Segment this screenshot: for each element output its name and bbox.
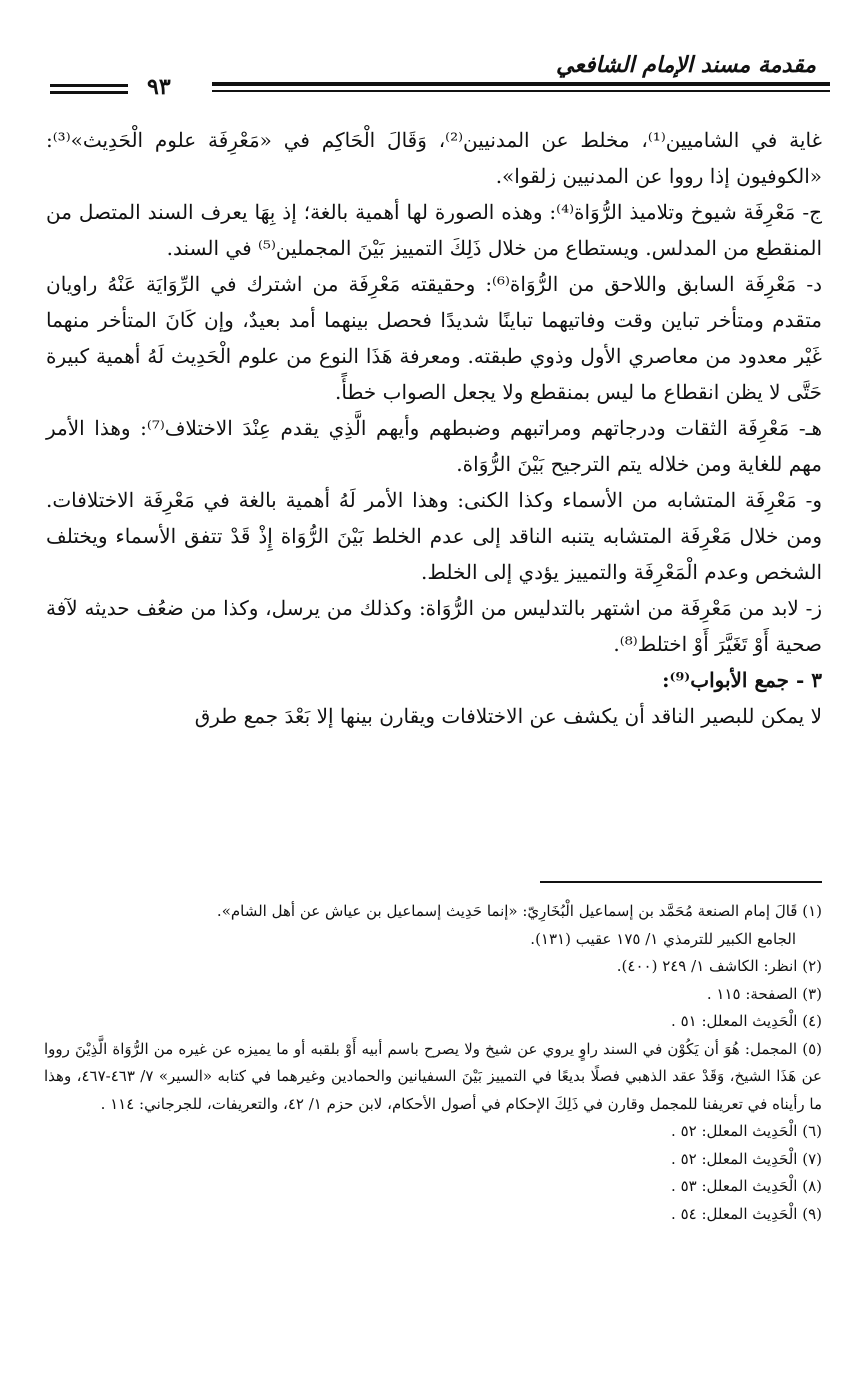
footnotes — [44, 898, 822, 1228]
paragraph-section-dal: د- مَعْرِفَة السابق واللاحق من الرُّوَاة⁽⁶⁾: وحقيقته مَعْرِفَة من اشترك في الرِّوَايَة عَنْهُ راويان متقدم ومتأخر تباين وقت وفاتيهما تباينًا شديدًا فحصل بينهما أمد بعيدٌ، وإن كَانَ المتأخر منهما غَيْر معدود من معاصري الأول وذوي طبقته. ومعرفة هَذَا النوع من علوم الْحَدِيث لَهُ أهمية كبيرة حَتَّى لا يظن انقطاع ما ليس بمنقطع ولا يجعل الصواب خطأً. — [46, 272, 822, 404]
footnote-3: (٣) الصفحة: ١١٥ . — [706, 984, 822, 1003]
header-rule-right-thin — [212, 90, 830, 92]
footnote-9: (٩) الْحَدِيث المعلل: ٥٤ . — [671, 1204, 822, 1223]
paragraph-section-ha: هـ- مَعْرِفَة الثقات ودرجاتهم ومراتبهم وضبطهم وأيهم الَّذِي يقدم عِنْدَ الاختلاف⁽⁷⁾: وهذا الأمر مهم للغاية ومن خلاله يتم الترجيح بَيْنَ الرُّوَاة. — [46, 416, 822, 476]
footnote-separator — [540, 881, 822, 883]
footnote-7: (٧) الْحَدِيث المعلل: ٥٢ . — [671, 1149, 822, 1168]
paragraph-intro: غاية في الشاميين⁽¹⁾، مخلط عن المدنيين⁽²⁾، وَقَالَ الْحَاكِم في «مَعْرِفَة علوم الْحَدِيث»⁽³⁾: «الكوفيون إذا رووا عن المدنيين زلقوا». — [46, 128, 823, 188]
footnote-1-continuation: الجامع الكبير للترمذي ١/ ١٧٥ عقيب (١٣١). — [530, 929, 796, 948]
paragraph-section-jeem: ج- مَعْرِفَة شيوخ وتلاميذ الرُّوَاة⁽⁴⁾: وهذه الصورة لها أهمية بالغة؛ إذ بِهَا يعرف السند المتصل من المنقطع من المدلس. ويستطاع من خلال ذَلِكَ التمييز بَيْنَ المجملين⁽⁵⁾ في السند. — [46, 200, 822, 260]
main-text — [46, 122, 822, 734]
footnote-2: (٢) انظر: الكاشف ١/ ٢٤٩ (٤٠٠). — [616, 957, 822, 975]
footnote-4: (٤) الْحَدِيث المعلل: ٥١ . — [671, 1012, 822, 1030]
page-number: ٩٣ — [147, 74, 171, 100]
header-rule-left-top — [50, 84, 128, 87]
running-title: مقدمة مسند الإمام الشافعي — [556, 52, 816, 78]
section-heading-3: ٣ - جمع الأبواب⁽⁹⁾: — [662, 668, 822, 692]
paragraph-section-zay: ز- لابد من مَعْرِفَة من اشتهر بالتدليس من الرُّوَاة: وكذلك من يرسل، وكذا من ضعُف حديثه لآفة صحية أَوْ تَغَيَّرَ أَوْ اختلط⁽⁸⁾. — [46, 596, 822, 656]
header-rule-right-thick — [212, 82, 830, 86]
paragraph-section-3: لا يمكن للبصير الناقد أن يكشف عن الاختلافات ويقارن بينها إلا بَعْدَ جمع طرق — [194, 704, 822, 728]
paragraph-section-waw: و- مَعْرِفَة المتشابه من الأسماء وكذا الكنى: وهذا الأمر لَهُ أهمية بالغة في مَعْرِفَة الاختلافات. ومن خلال مَعْرِفَة المتشابه يتنبه الناقد إلى عدم الخلط بَيْنَ الرُّوَاة إِذْ قَدْ تتفق الأسماء ويختلف الشخص وعدم الْمَعْرِفَة والتمييز يؤدي إلى الخلط. — [46, 488, 822, 584]
header-rule-left-bottom — [50, 91, 128, 94]
footnote-8: (٨) الْحَدِيث المعلل: ٥٣ . — [671, 1177, 822, 1195]
footnote-5: (٥) المجمل: هُوَ أن يَكُوْن في السند راوٍ يروي عن شيخ ولا يصرح باسم أبيه أَوْ بلقبه أو ما يميزه عن غيره من الرُّوَاة الَّذِيْنَ رووا عن هَذَا الشيخ، وَقَدْ عقد الذهبي فصلًا بديعًا في التمييز بَيْنَ السفيانين والحمادين وغيرهما في كتابه «السير» ٧/ ٤٦٣-٤٦٧، وهذا ما رأيناه في تعريفنا للمجمل وقارن في ذَلِكَ الإحكام في أصول الأحكام، لابن حزم ١/ ٤٢، والتعريفات، للجرجاني: ١١٤ . — [44, 1039, 822, 1113]
footnote-6: (٦) الْحَدِيث المعلل: ٥٢ . — [671, 1122, 822, 1140]
footnote-1: (١) قَالَ إمام الصنعة مُحَمَّد بن إسماعيل الْبُخَارِيّ: «إنما حَدِيث إسماعيل بن عياش عن أهل الشام». — [216, 902, 822, 920]
